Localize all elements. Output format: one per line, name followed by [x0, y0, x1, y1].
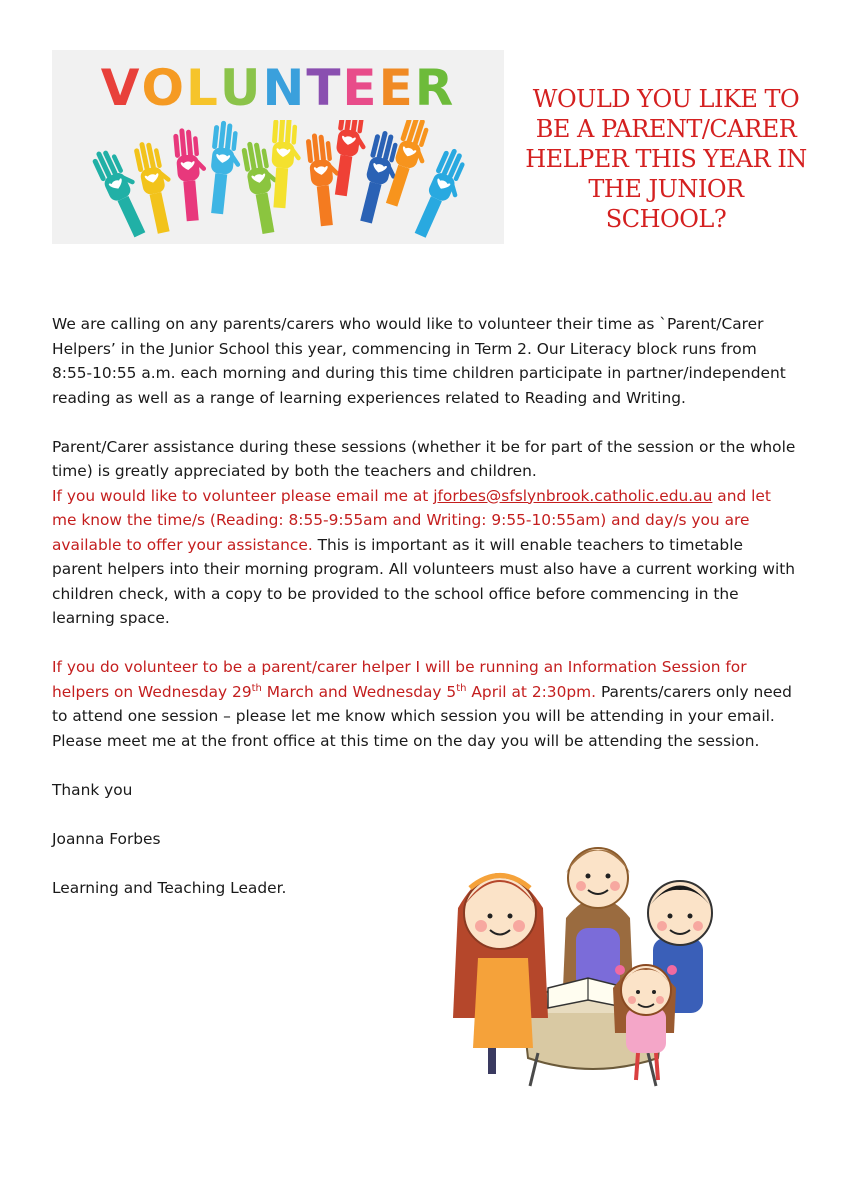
banner-letter: E	[342, 59, 379, 117]
info-session-text: If you do volunteer to be a parent/carer helper I will be running an Information Session for helpers on Wednesday 29	[52, 658, 747, 701]
banner-letter: N	[262, 59, 307, 117]
signoff-name: Joanna Forbes	[52, 829, 161, 848]
info-session-paragraph	[52, 655, 797, 753]
ordinal-suffix: th	[456, 682, 467, 694]
children-reading-icon	[448, 818, 748, 1093]
info-session-text: April at 2:30pm.	[466, 682, 597, 701]
headline-line: THE JUNIOR	[588, 175, 744, 203]
banner-letter: U	[219, 59, 263, 117]
banner-letter: E	[378, 59, 415, 117]
assistance-paragraph	[52, 435, 797, 631]
volunteer-request-text: If you would like to volunteer please email me at	[52, 486, 434, 505]
banner-letter: T	[306, 59, 343, 117]
intro-paragraph: We are calling on any parents/carers who would like to volunteer their time as `Parent/Carer Helpers’ in the Junior School this year, commencing in Term 2. Our Literacy block runs from 8:55-10:55 a.m. each morning and during this time children participate in partner/independent reading as well as a range of learning experiences related to Reading and Writing.	[52, 315, 786, 407]
banner-letter: R	[414, 59, 456, 117]
volunteer-banner	[52, 50, 504, 244]
headline-line: SCHOOL?	[605, 205, 727, 233]
headline-line: WOULD YOU LIKE TO	[532, 85, 800, 113]
ordinal-suffix: th	[251, 682, 262, 694]
banner-letter: L	[185, 59, 220, 117]
assistance-details: This is important as it will enable teachers to timetable parent helpers into their morning program. All volunteers must also have a current working with children check, with a copy to be provided to the school office before commencing in the learning space.	[52, 535, 796, 627]
volunteer-word	[52, 58, 504, 118]
raised-hands-icon	[52, 120, 504, 244]
signoff-thanks: Thank you	[52, 780, 133, 799]
banner-letter: V	[100, 59, 142, 117]
email-link[interactable]: jforbes@sfslynbrook.catholic.edu.au	[433, 486, 713, 505]
info-session-text: March and Wednesday 5	[261, 682, 457, 701]
headline	[506, 84, 826, 234]
info-session-details: Parents/carers only need to attend one session – please let me know which session you will be attending in your email. Please meet me at the front office at this time on the day you will be attending the session.	[52, 682, 792, 750]
banner-letter: O	[141, 59, 186, 117]
headline-line: HELPER THIS YEAR IN	[525, 145, 807, 173]
assistance-intro: Parent/Carer assistance during these sessions (whether it be for part of the session or the whole time) is greatly appreciated by both the teachers and children.	[52, 437, 796, 480]
signoff-role: Learning and Teaching Leader.	[52, 878, 287, 897]
headline-line: BE A PARENT/CARER	[535, 115, 797, 143]
volunteer-request-times: and let me know the time/s (Reading: 8:55-9:55am and Writing: 9:55-10:55am) and day/s you are available to offer your assistance.	[52, 486, 771, 554]
